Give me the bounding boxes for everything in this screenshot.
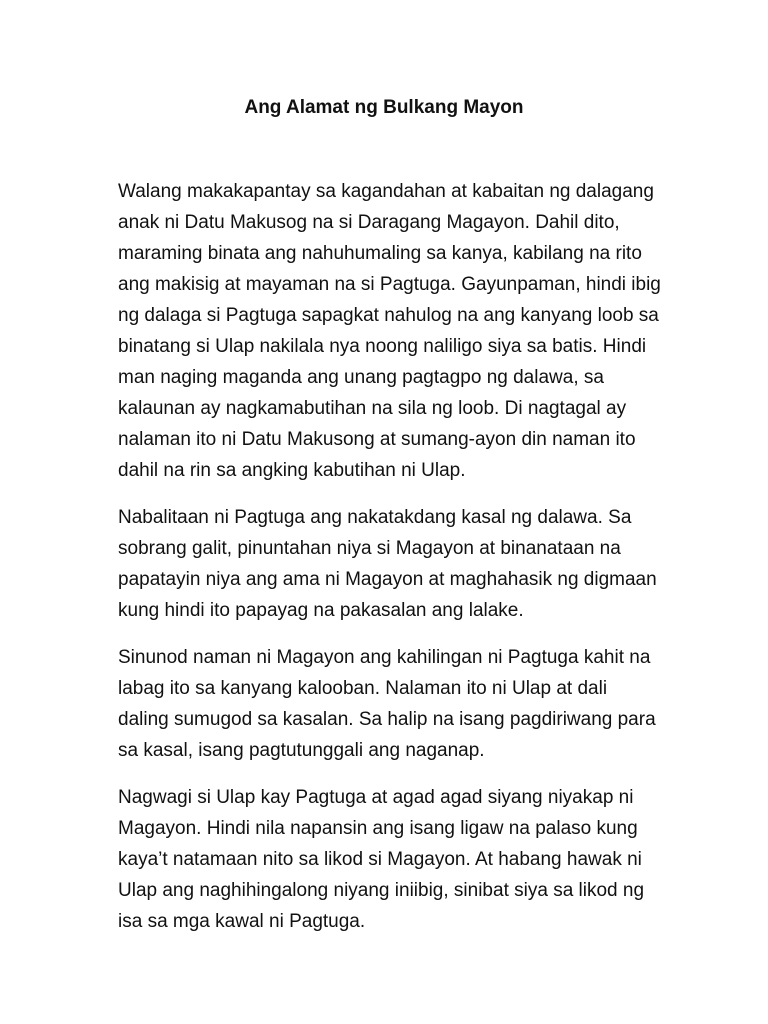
text-line: nalaman ito ni Datu Makusong at sumang-ayon din naman ito xyxy=(118,429,636,450)
document-body xyxy=(118,176,678,953)
text-line: papatayin niya ang ama ni Magayon at maghahasik ng digmaan xyxy=(118,569,657,590)
text-line: kalaunan ay nagkamabutihan na sila ng loob. Di nagtagal ay xyxy=(118,398,627,419)
text-line: Ulap ang naghihingalong niyang iniibig, sinibat siya sa likod ng xyxy=(118,880,645,901)
text-line: Nabalitaan ni Pagtuga ang nakatakdang kasal ng dalawa. Sa xyxy=(118,507,632,528)
document-title: Ang Alamat ng Bulkang Mayon xyxy=(244,97,524,118)
paragraph-1 xyxy=(118,176,678,486)
text-line: man naging maganda ang unang pagtagpo ng dalawa, sa xyxy=(118,367,604,388)
text-line: kaya’t natamaan nito sa likod si Magayon. At habang hawak ni xyxy=(118,849,642,870)
text-line: Magayon. Hindi nila napansin ang isang ligaw na palaso kung xyxy=(118,818,638,839)
paragraph-2 xyxy=(118,502,678,626)
text-line: labag ito sa kanyang kalooban. Nalaman ito ni Ulap at dali xyxy=(118,678,608,699)
text-line: ang makisig at mayaman na si Pagtuga. Gayunpaman, hindi ibig xyxy=(118,274,661,295)
text-line: daling sumugod sa kasalan. Sa halip na isang pagdiriwang para xyxy=(118,709,656,730)
text-line: binatang si Ulap nakilala nya noong naliligo siya sa batis. Hindi xyxy=(118,336,647,357)
text-line: sa kasal, isang pagtutunggali ang naganap. xyxy=(118,740,485,761)
text-line: dahil na rin sa angking kabutihan ni Ulap. xyxy=(118,460,466,481)
text-line: anak ni Datu Makusog na si Daragang Magayon. Dahil dito, xyxy=(118,212,620,233)
paragraph-3 xyxy=(118,642,678,766)
text-line: Sinunod naman ni Magayon ang kahilingan ni Pagtuga kahit na xyxy=(118,647,651,668)
text-line: isa sa mga kawal ni Pagtuga. xyxy=(118,911,366,932)
text-line: Walang makakapantay sa kagandahan at kabaitan ng dalagang xyxy=(118,181,654,202)
text-line: sobrang galit, pinuntahan niya si Magayon at binanataan na xyxy=(118,538,621,559)
text-line: ng dalaga si Pagtuga sapagkat nahulog na ang kanyang loob sa xyxy=(118,305,659,326)
text-line: Nagwagi si Ulap kay Pagtuga at agad agad siyang niyakap ni xyxy=(118,787,634,808)
text-line: maraming binata ang nahuhumaling sa kanya, kabilang na rito xyxy=(118,243,642,264)
text-line: kung hindi ito papayag na pakasalan ang lalake. xyxy=(118,600,524,621)
paragraph-4 xyxy=(118,782,678,937)
